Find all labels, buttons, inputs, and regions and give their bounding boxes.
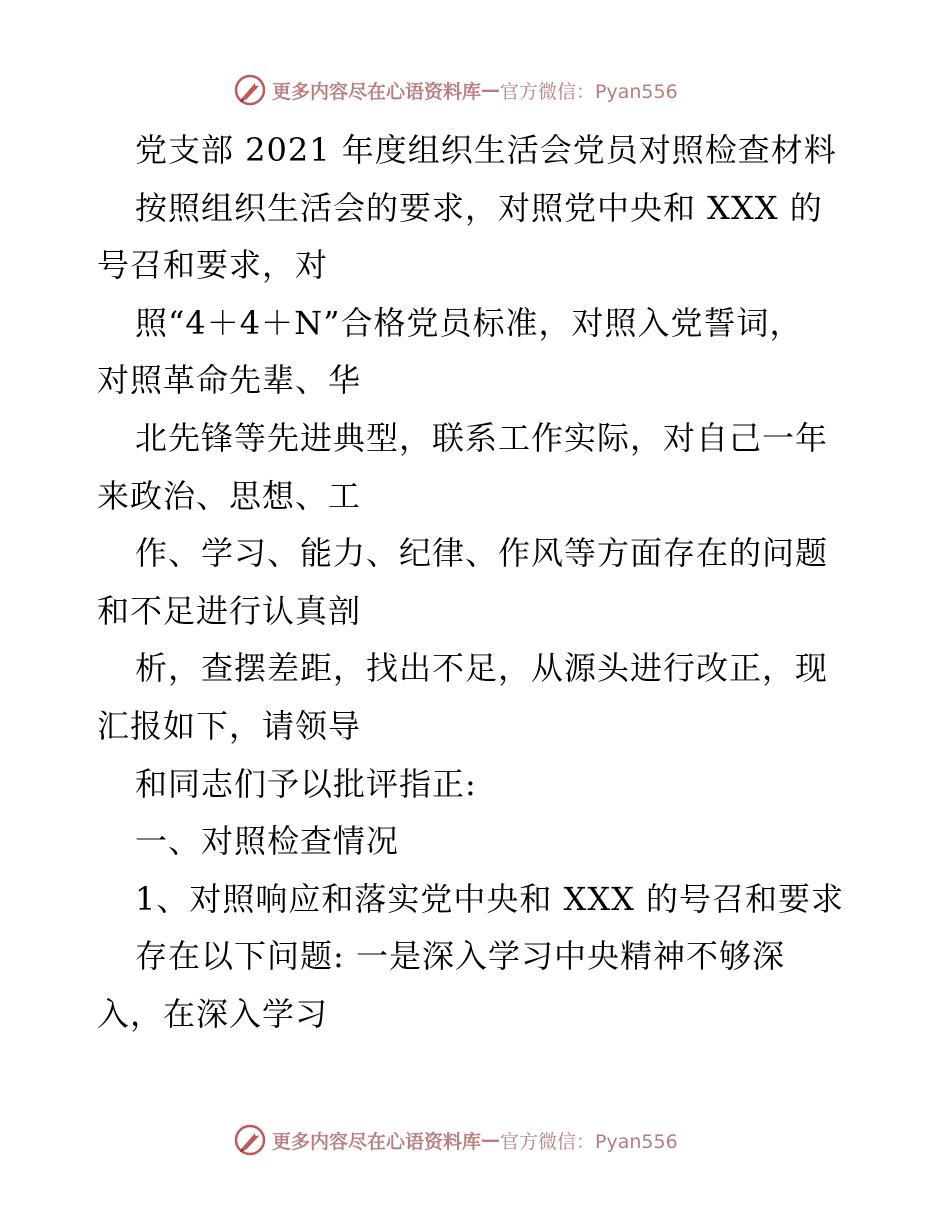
- footer-banner: [233, 1122, 678, 1158]
- banner-wechat: 官方微信：Pyan556: [500, 1130, 678, 1153]
- banner-dash: —: [481, 79, 501, 101]
- doc-line: 和同志们予以批评指正:: [135, 764, 477, 803]
- banner-dash: —: [481, 1129, 501, 1151]
- doc-line: 汇报如下，请领导: [97, 706, 362, 745]
- banner-title: 更多内容尽在心语资料库: [272, 80, 482, 103]
- header-banner: [233, 72, 678, 108]
- doc-line: 作、学习、能力、纪律、作风等方面存在的问题: [135, 534, 829, 573]
- doc-line: 对照革命先辈、华: [97, 361, 362, 400]
- doc-line: 照“4＋4＋N”合格党员标准，对照入党誓词，: [135, 303, 803, 342]
- doc-line: 北先锋等先进典型，联系工作实际，对自己一年: [135, 418, 829, 457]
- doc-line: 按照组织生活会的要求，对照党中央和 XXX 的: [135, 188, 823, 227]
- pen-circle-logo-icon: [233, 73, 267, 107]
- banner-title: 更多内容尽在心语资料库: [272, 1130, 482, 1153]
- doc-line: 号召和要求，对: [97, 246, 329, 285]
- doc-line: 存在以下问题: 一是深入学习中央精神不够深: [135, 937, 785, 976]
- doc-line: 和不足进行认真剖: [97, 591, 362, 630]
- doc-line: 来政治、思想、工: [97, 476, 362, 515]
- doc-title: 党支部 2021 年度组织生活会党员对照检查材料: [135, 131, 837, 169]
- document-body: [97, 122, 857, 1044]
- pen-circle-logo-icon: [233, 1123, 267, 1157]
- doc-line: 析，查摆差距，找出不足，从源头进行改正，现: [135, 649, 829, 688]
- subsection-heading: 1、对照响应和落实党中央和 XXX 的号召和要求: [135, 879, 845, 918]
- section-heading: 一、对照检查情况: [135, 822, 400, 861]
- doc-line: 入，在深入学习: [97, 994, 329, 1033]
- banner-wechat: 官方微信：Pyan556: [500, 80, 678, 103]
